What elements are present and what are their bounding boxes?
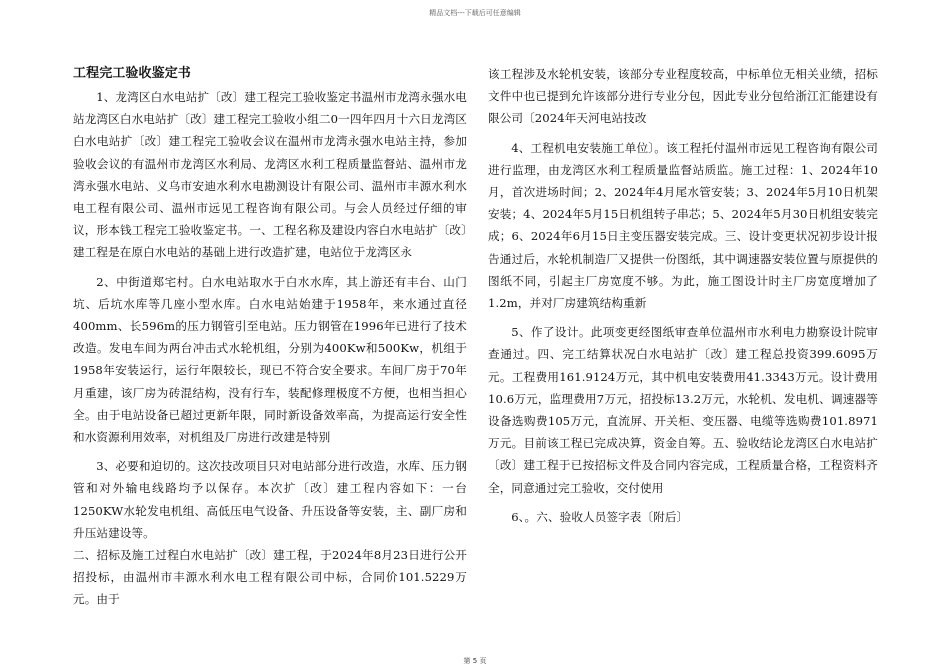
paragraph-3-continuation-left: 二、招标及施工过程白水电站扩〔改〕建工程，于2024年8月23日进行公开招投标，由温州市丰源水利水电工程有限公司中标，合同价101.5229万元。由于 [73, 548, 467, 607]
paragraph-3: 3、必要和迫切的。这次技改项目只对电站部分进行改造，水库、压力钢管和对外输电线路均予以保存。本次扩〔改〕建工程内容如下：一台1250KW水轮发电机组、高低压电气设备、升压设备等安装，主、副厂房和升压站建设等。 [73, 459, 467, 540]
page-number: 第 5 页 [463, 657, 487, 665]
paragraph-3-continuation-right: 该工程涉及水轮机安装，该部分专业程度较高，中标单位无相关业绩，招标文件中也已提到允许该部分进行专业分包，因此专业分包给浙江汇能建设有限公司〔2024年天河电站技改 [488, 67, 878, 126]
paragraph-1: 1、龙湾区白水电站扩〔改〕建工程完工验收鉴定书温州市龙湾永强水电站龙湾区白水电站扩〔改〕建工程完工验收小组二0一四年四月十六日龙湾区白水电站扩〔改〕建工程完工验收会议在温州市龙湾永强水电站主持，参加验收会议的有温州市龙湾区水利局、龙湾区水利工程质量监督站、温州市龙湾永强水电站、义乌市安迪水利水电勘测设计有限公司、温州市丰源水利水电工程有限公司、温州市远见工程咨询有限公司。与会人员经过仔细的审议，形本钱工程完工验收鉴定书。一、工程名称及建设内容白水电站扩〔改〕建工程是在原白水电站的基础上进行改造扩建，电站位于龙湾区永 [73, 90, 467, 260]
right-column [488, 63, 878, 535]
document-title: 工程完工验收鉴定书 [73, 66, 191, 81]
paragraph-4: 4、工程机电安装施工单位〕。该工程托付温州市远见工程咨询有限公司进行监理，由龙湾区水利工程质量监督站质监。施工过程：1、2024年10月，首次进场时间；2、2024年4月尾水管安装；3、2024年5月10日机架安装；4、2024年5月15日机组转子串芯；5、2024年5月30日机组安装完成；6、2024年6月15日主变压器安装完成。三、设计变更状况初步设计报告通过后，水轮机制造厂又提供一份图纸，其中调速器安装位置与原提供的图纸不同，引起主厂房宽度不够。为此，施工图设计时主厂房宽度增加了1.2m，并对厂房建筑结构重新 [488, 140, 878, 311]
paragraph-2: 2、中街道郑宅村。白水电站取水于白水水库，其上游还有丰台、山门坑、后坑水库等几座小型水库。白水电站始建于1958年，来水通过直径400mm、长596m的压力钢管引至电站。压力钢管在1996年已进行了技术改造。发电车间为两台冲击式水轮机组，分别为400Kw和500Kw，机组于1958年安装运行，运行年限较长，现已不符合安全要求。车间厂房于70年月重建，该厂房为砖混结构，没有行车，装配修理极度不方便，也相当担心全。由于电站设备已超过更新年限，同时新设备效率高，为提高运行安全性和水资源利用效率，对机组及厂房进行改建是特别 [73, 274, 467, 445]
header-note: 精品文档---下载后可任意编辑 [429, 9, 521, 17]
paragraph-6: 6、。六、验收人员签字表〔附后〕 [511, 509, 689, 524]
left-column [73, 63, 467, 618]
paragraph-5: 5、作了设计。此项变更经图纸审查单位温州市水利电力勘察设计院审查通过。四、完工结算状况白水电站扩〔改〕建工程总投资399.6095万元。工程费用161.9124万元，其中机电安装费用41.3343万元。设计费用10.6万元，监理费用7万元，招投标13.2万元，水轮机、发电机、调速器等设备选购费105万元，直流屏、开关柜、变压器、电缆等选购费101.8971万元。目前该工程已完成决算，资金自筹。五、验收结论龙湾区白水电站扩〔改〕建工程于已按招标文件及合同内容完成，工程质量合格，工程资料齐全，同意通过完工验收，交付使用 [488, 325, 878, 495]
